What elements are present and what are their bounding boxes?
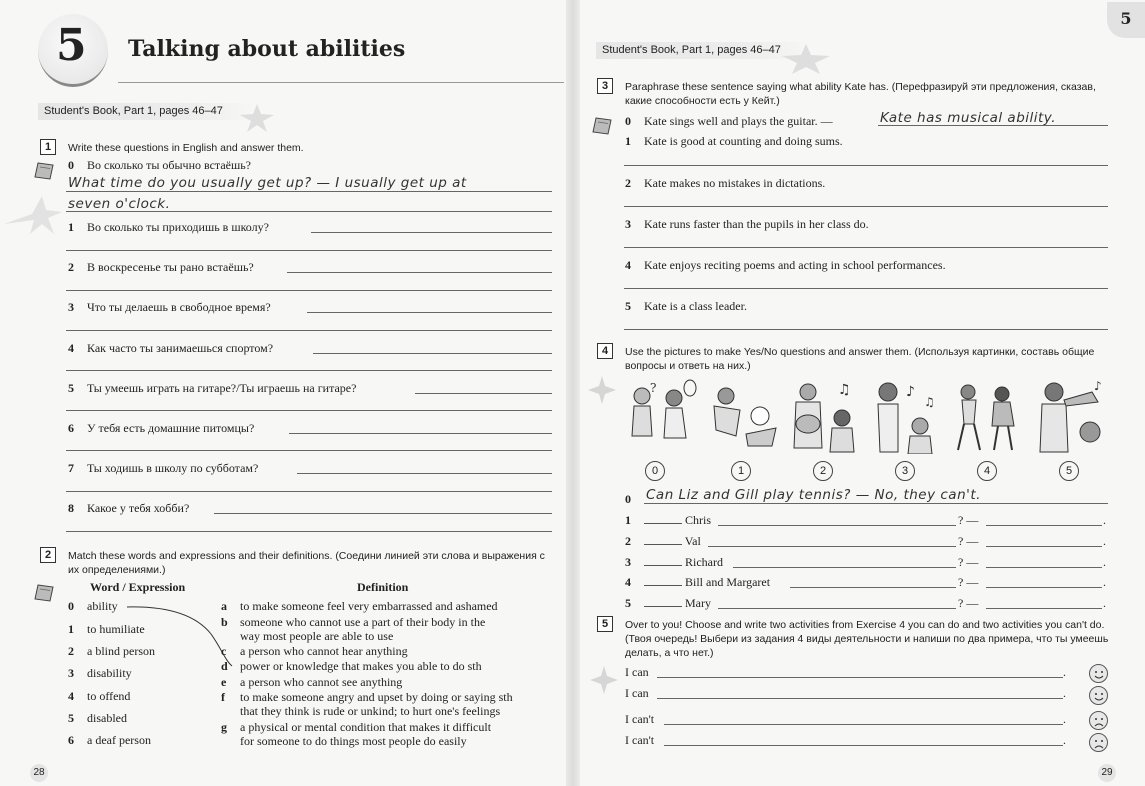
ex1-item-1: 1 Во сколько ты приходишь в школу? (68, 220, 269, 234)
picture-number-2: 2 (813, 461, 833, 481)
ex2-def-e: e a person who cannot see anything (221, 675, 403, 689)
ex4-question-line[interactable] (718, 525, 956, 526)
ex1-item-line[interactable] (287, 272, 552, 273)
ex2-def-g: g a physical or mental condition that makes it difficult for someone to do things most people do easily (221, 720, 492, 748)
ex4-q-mark: ? — (958, 513, 979, 527)
ex5-answer-line[interactable] (664, 745, 1063, 746)
picture-3-singing (868, 378, 944, 454)
ex5-dot: . (1063, 712, 1066, 726)
svg-text:♫: ♫ (838, 382, 851, 398)
ex1-item-2: 2 В воскресенье ты рано встаёшь? (68, 260, 254, 274)
ex3-answer-line[interactable] (624, 206, 1108, 207)
ex1-item-line[interactable] (307, 312, 552, 313)
unit-title: Talking about abilities (128, 36, 406, 62)
picture-number-4: 4 (977, 461, 997, 481)
ex1-answer-line (66, 211, 552, 212)
ex1-item-7: 7 Ты ходишь в школу по субботам? (68, 461, 259, 475)
ex4-short-answer-line[interactable] (986, 546, 1102, 547)
ex1-item-4: 4 Как часто ты занимаешься спортом? (68, 341, 274, 355)
ex4-dot: . (1103, 596, 1106, 610)
ex4-question-line[interactable] (718, 608, 956, 609)
svg-text:♪: ♪ (906, 384, 915, 400)
ex4-answer-line (644, 503, 1108, 504)
ex4-dot: . (1103, 513, 1106, 527)
ex4-q-mark: ? — (958, 555, 979, 569)
ex2-word-2: 2 a blind person (68, 644, 155, 658)
ex1-answer-line[interactable] (66, 450, 552, 451)
exercise-4-badge: 4 (597, 343, 613, 359)
ex4-short-answer-line[interactable] (986, 567, 1102, 568)
ex3-answer-line (878, 125, 1108, 126)
ex3-example-answer: Kate has musical ability. (880, 110, 1057, 126)
page-number-left: 28 (30, 764, 48, 782)
ex4-question-line[interactable] (708, 546, 956, 547)
ex4-dot: . (1103, 534, 1106, 548)
ex4-short-answer-line[interactable] (986, 587, 1102, 588)
ex2-def-a: a to make someone feel very embarrassed and ashamed (221, 599, 498, 613)
ex5-dot: . (1063, 686, 1066, 700)
ex2-word-6: 6 a deaf person (68, 733, 151, 747)
ex3-answer-line[interactable] (624, 165, 1108, 166)
smile-mouth (1089, 664, 1109, 684)
picture-number-1: 1 (731, 461, 751, 481)
exercise-3-instruction: Paraphrase these sentence saying what ability Kate has. (Перефразируй эти предложения, сказав, какие способности есть у Кейт.) (625, 81, 1096, 107)
notebook-icon (34, 162, 54, 180)
exercise-5-badge: 5 (597, 616, 613, 632)
ex5-answer-line[interactable] (664, 724, 1063, 725)
ex1-answer-line[interactable] (66, 370, 552, 371)
ex4-dot: . (1103, 555, 1106, 569)
title-underline (118, 82, 564, 83)
ex5-row-1-label: I can (625, 665, 649, 679)
ex1-example-answer-line1: What time do you usually get up? — I usually get up at (68, 175, 467, 191)
unit-number: 5 (56, 20, 87, 71)
picture-5-trumpet (1032, 378, 1108, 454)
sparkle-icon (588, 376, 616, 404)
ex1-item-3: 3 Что ты делаешь в свободное время? (68, 300, 271, 314)
picture-1-football (706, 380, 782, 452)
ex4-item-3: 3 Richard (625, 555, 723, 569)
ex4-example-number: 0 (625, 492, 631, 506)
ex1-answer-line[interactable] (66, 410, 552, 411)
star-icon (780, 44, 832, 74)
ex4-item-1: 1 Chris (625, 513, 712, 527)
ex2-col-word-header: Word / Expression (90, 580, 186, 594)
exercise-2-badge: 2 (40, 547, 56, 563)
exercise-5-instruction: Over to you! Choose and write two activities from Exercise 4 you can do and two activities you can't do. (Твоя очередь! Выбери из задания 4 виды деятельности и напиши по два примера, что ты умеешь делать, а что нет.) (625, 619, 1109, 659)
corner-unit-number: 5 (1107, 2, 1145, 38)
picture-number-5: 5 (1059, 461, 1079, 481)
picture-0-tennis (624, 378, 700, 454)
ex1-item-line[interactable] (313, 353, 552, 354)
svg-text:♫: ♫ (924, 395, 935, 409)
svg-text:♪: ♪ (1094, 379, 1102, 393)
ex4-item-2: 2 Val (625, 534, 701, 548)
ex3-item-4: 4 Kate enjoys reciting poems and acting in school performances. (625, 258, 946, 272)
ex1-answer-line[interactable] (66, 531, 552, 532)
ex1-item-6: 6 У тебя есть домашние питомцы? (68, 421, 255, 435)
ex4-item-5: 5 Mary (625, 596, 711, 610)
ex2-word-5: 5 disabled (68, 711, 127, 725)
picture-number-3: 3 (895, 461, 915, 481)
sparkle-icon (2, 194, 64, 238)
picture-number-0: 0 (645, 461, 665, 481)
exercise-3-badge: 3 (597, 78, 613, 94)
ex1-answer-line (66, 191, 552, 192)
ex5-answer-line[interactable] (657, 677, 1063, 678)
ex2-word-4: 4 to offend (68, 689, 131, 703)
ex1-answer-line[interactable] (66, 330, 552, 331)
ex1-item-5: 5 Ты умеешь играть на гитаре?/Ты играешь на гитаре? (68, 381, 357, 395)
page-spine (566, 0, 580, 786)
ex4-q-mark: ? — (958, 575, 979, 589)
ex3-item-0: 0 Kate sings well and plays the guitar. — (625, 114, 833, 128)
ex4-dot: . (1103, 575, 1106, 589)
ex3-answer-line[interactable] (624, 329, 1108, 330)
ex4-question-line[interactable] (790, 587, 956, 588)
ex3-answer-line[interactable] (624, 288, 1108, 289)
ex2-def-c: c a person who cannot hear anything (221, 644, 408, 658)
ex1-item-8: 8 Какое у тебя хобби? (68, 501, 190, 515)
picture-4-dancing (950, 380, 1026, 454)
ex4-q-mark: ? — (958, 534, 979, 548)
ex1-item-line[interactable] (289, 433, 552, 434)
frown-mouth (1089, 733, 1109, 753)
ex5-row-2-label: I can (625, 686, 649, 700)
ex1-item-line[interactable] (214, 513, 552, 514)
ex1-item-line[interactable] (415, 393, 552, 394)
exercise-1-badge: 1 (40, 139, 56, 155)
match-connector-line (125, 604, 235, 670)
ex2-word-0: 0 ability (68, 599, 118, 613)
ex4-example-answer: Can Liz and Gill play tennis? — No, they can't. (646, 487, 981, 503)
picture-2-guitar (786, 378, 862, 454)
ex4-item-4: 4 Bill and Margaret (625, 575, 771, 589)
ex4-question-line[interactable] (733, 567, 956, 568)
ex3-answer-line[interactable] (624, 247, 1108, 248)
ex5-dot: . (1063, 733, 1066, 747)
ex1-item-line[interactable] (297, 473, 552, 474)
ex4-short-answer-line[interactable] (986, 525, 1102, 526)
ex1-example-answer-line2: seven o'clock. (68, 196, 171, 212)
ex3-item-3: 3 Kate runs faster than the pupils in her class do. (625, 217, 869, 231)
notebook-icon (592, 117, 612, 135)
ex1-item-line[interactable] (311, 232, 552, 233)
ex2-def-b: b someone who cannot use a part of their body in the way most people are able to use (221, 615, 486, 643)
ex5-row-4-label: I can't (625, 733, 655, 747)
exercise-2-instruction: Match these words and expressions and their definitions. (Соедини линией эти слова и выражения с их определениями.) (68, 550, 545, 576)
ex3-item-1: 1 Kate is good at counting and doing sums. (625, 134, 843, 148)
ex2-col-definition-header: Definition (357, 580, 409, 594)
ex2-def-f: f to make someone angry and upset by doing or saying sth that they think is rude or unkind; to hurt one's feelings (221, 690, 513, 718)
ex1-answer-line[interactable] (66, 250, 552, 251)
ex1-answer-line[interactable] (66, 290, 552, 291)
sb-reference: Student's Book, Part 1, pages 46–47 (596, 42, 811, 59)
exercise-1-instruction: Write these questions in English and answer them. (68, 142, 304, 154)
svg-text:?: ? (650, 381, 657, 395)
ex2-word-1: 1 to humiliate (68, 622, 145, 636)
ex1-item-0: 0 Во сколько ты обычно встаёшь? (68, 158, 252, 172)
frown-mouth (1089, 711, 1109, 731)
ex3-item-5: 5 Kate is a class leader. (625, 299, 747, 313)
ex5-answer-line[interactable] (657, 698, 1063, 699)
ex2-word-3: 3 disability (68, 666, 132, 680)
exercise-4-instruction: Use the pictures to make Yes/No questions and answer them. (Используя картинки, составь общие вопросы и ответь на них.) (625, 346, 1095, 372)
ex5-dot: . (1063, 665, 1066, 679)
ex4-q-mark: ? — (958, 596, 979, 610)
ex4-short-answer-line[interactable] (986, 608, 1102, 609)
star-icon (238, 104, 276, 132)
smile-mouth (1089, 686, 1109, 706)
sparkle-icon (590, 666, 618, 694)
page-number-right: 29 (1098, 764, 1116, 782)
ex1-answer-line[interactable] (66, 491, 552, 492)
notebook-icon (34, 584, 54, 602)
sb-reference: Student's Book, Part 1, pages 46–47 (38, 103, 253, 120)
ex5-row-3-label: I can't (625, 712, 655, 726)
ex3-item-2: 2 Kate makes no mistakes in dictations. (625, 176, 826, 190)
ex2-def-d: d power or knowledge that makes you able to do sth (221, 659, 482, 673)
